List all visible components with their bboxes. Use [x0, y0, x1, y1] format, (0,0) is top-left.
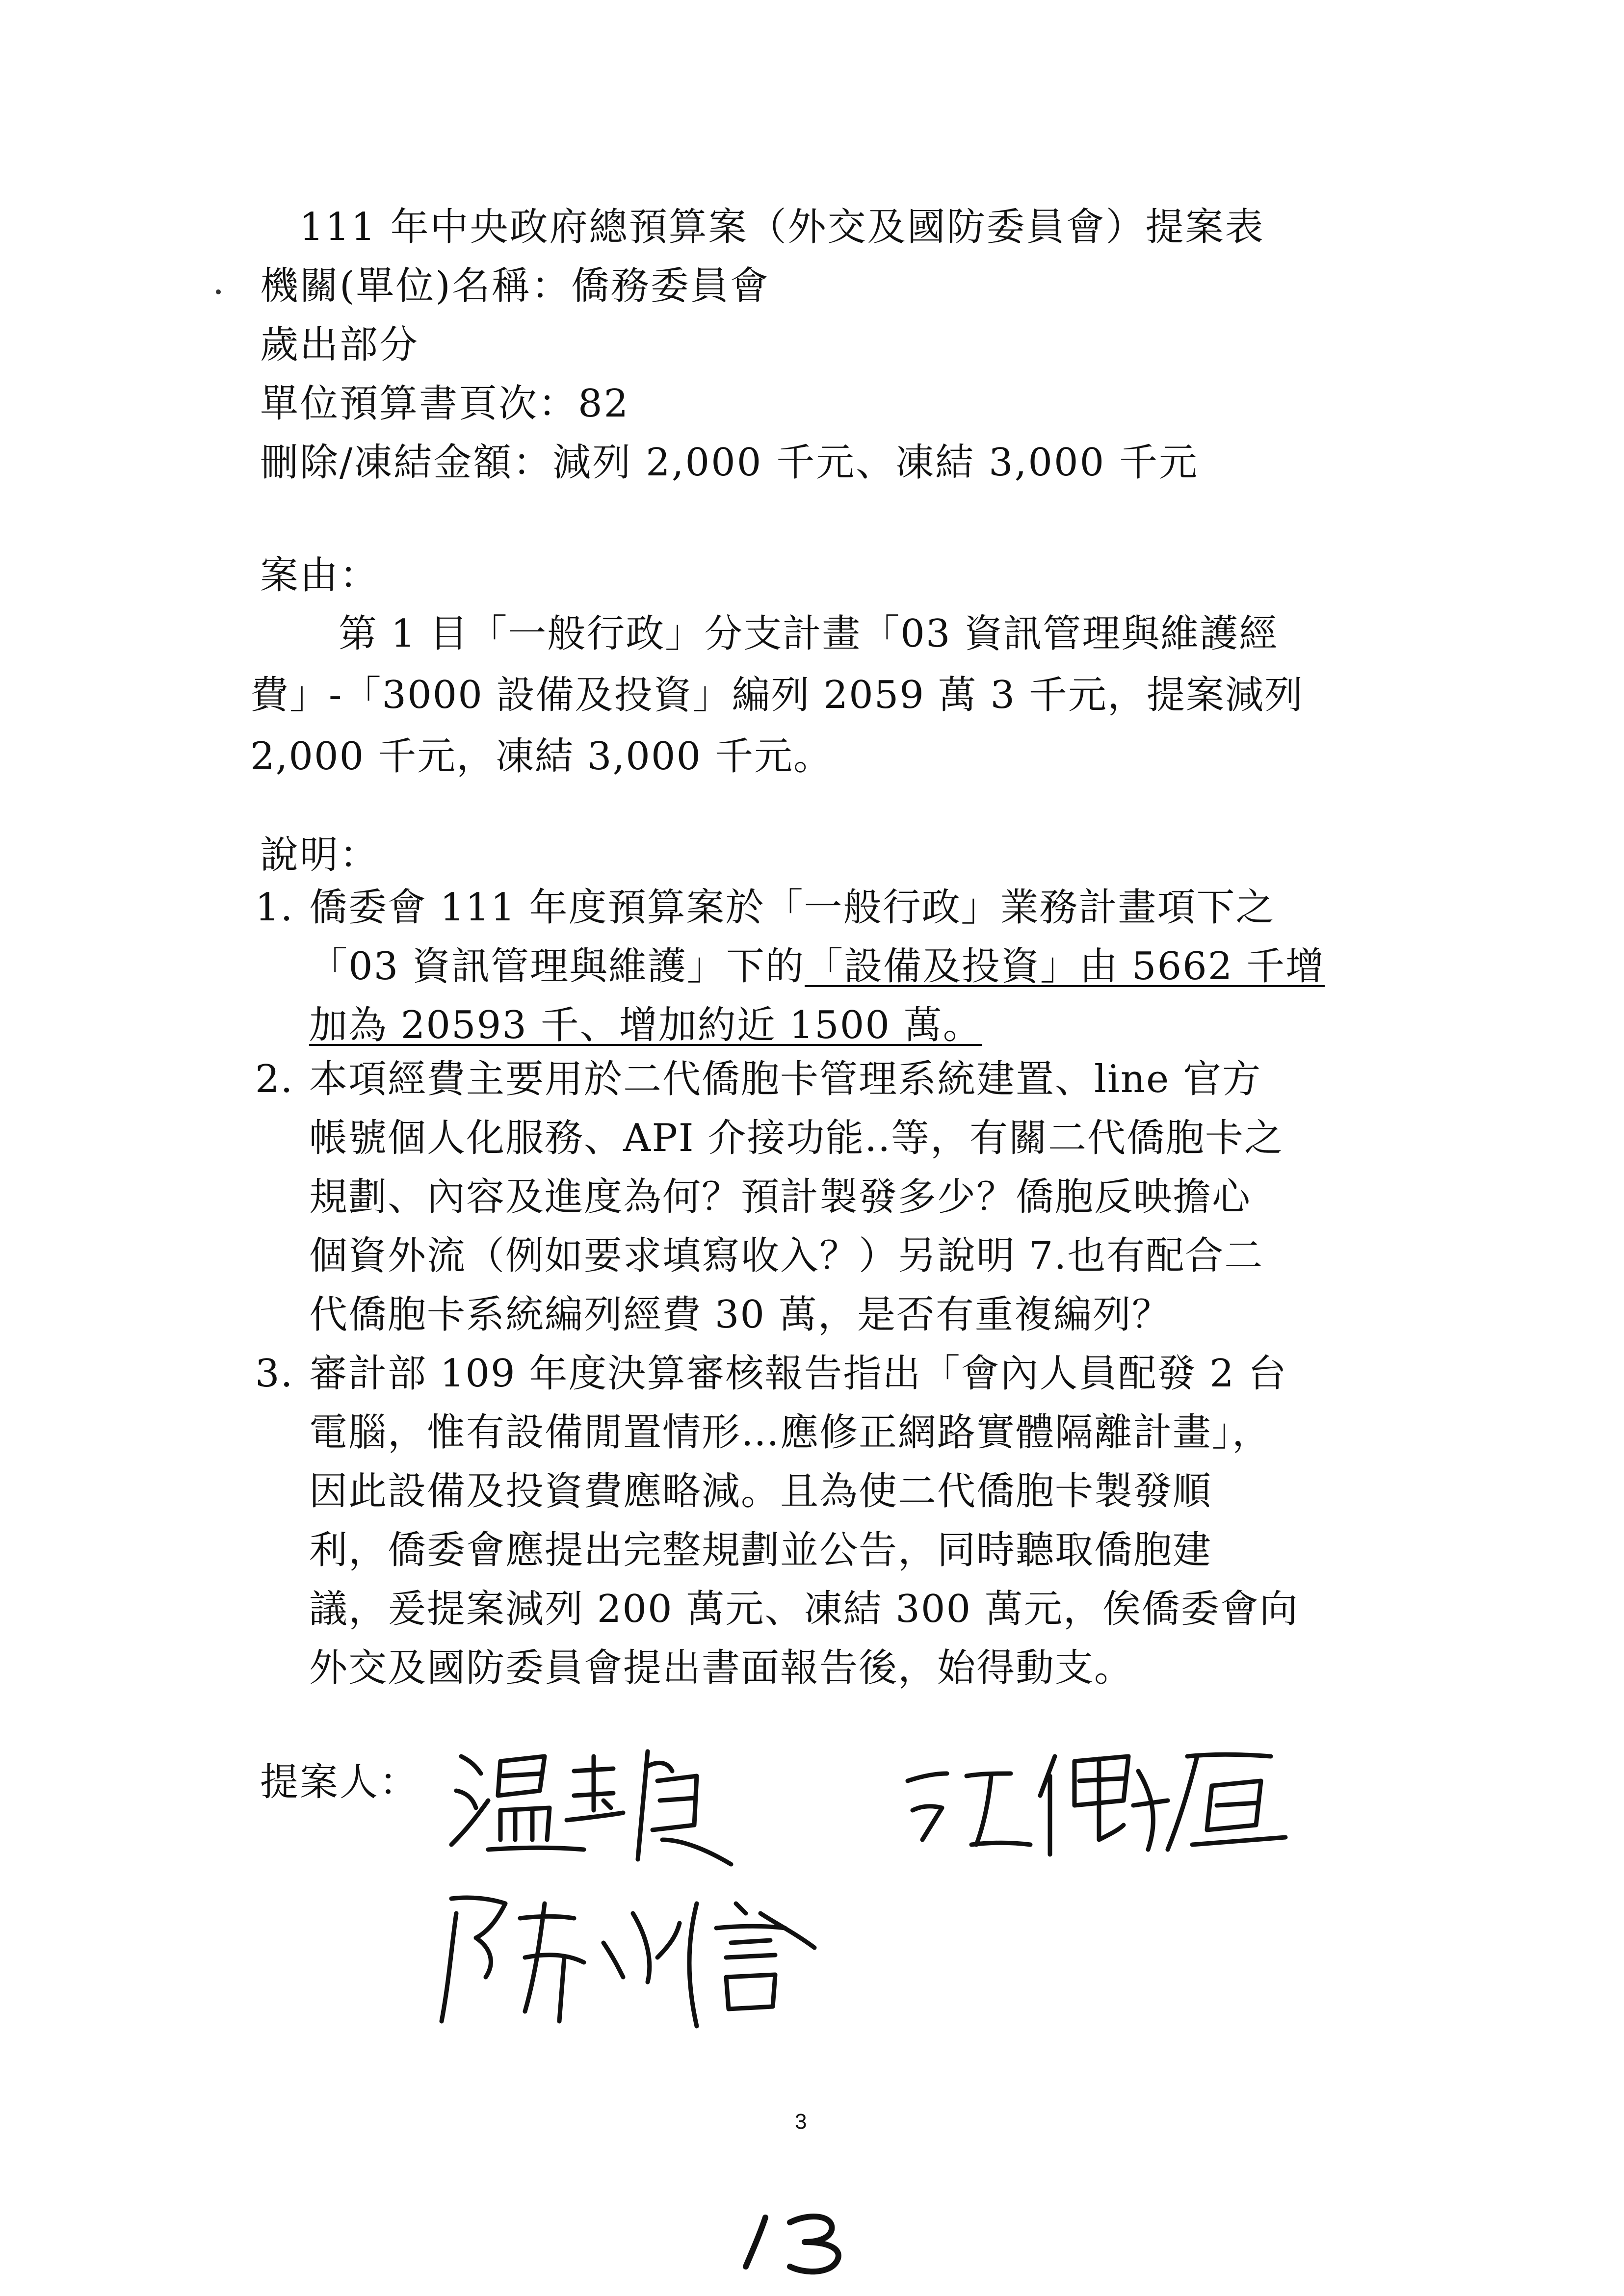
page-number: 3: [795, 2110, 807, 2134]
item-line: 外交及國防委員會提出書面報告後，始得動支。: [309, 1646, 1134, 1690]
explain-item: [255, 1050, 1433, 1344]
signature-3: [422, 1884, 844, 2031]
item-line: 帳號個人化服務、API 介接功能..等，有關二代僑胞卡之: [309, 1116, 1284, 1160]
underlined-text: 「設備及投資」由 5662 千增: [805, 944, 1325, 989]
item-number: 3.: [255, 1352, 294, 1396]
item-line-segment: 「03 資訊管理與維護」下的: [309, 944, 805, 989]
budget-page-line: 單位預算書頁次：82: [260, 382, 630, 426]
reason-paragraph: [250, 603, 1388, 787]
item-line: 規劃、內容及進度為何？預計製發多少？僑胞反映擔心: [309, 1175, 1252, 1219]
explain-item: [255, 878, 1433, 1055]
section-line: 歲出部分: [260, 323, 419, 367]
scan-speck: [216, 289, 221, 294]
item-number: 2.: [255, 1057, 294, 1101]
item-line: [309, 996, 1433, 1055]
item-line: 本項經費主要用於二代僑胞卡管理系統建置、line 官方: [309, 1057, 1262, 1101]
item-line: [309, 937, 1433, 996]
explain-item: [255, 1344, 1433, 1697]
proposal-title: 111 年中央政府總預算案（外交及國防委員會）提案表: [299, 205, 1265, 249]
item-number: 1.: [255, 886, 294, 930]
handwritten-page-number: [736, 2203, 864, 2276]
item-line: 個資外流（例如要求填寫收入？）另說明 7.也有配合二: [309, 1234, 1264, 1278]
reason-line: 費」-「3000 設備及投資」編列 2059 萬 3 千元，提案減列: [250, 673, 1304, 717]
item-line: 審計部 109 年度決算審核報告指出「會內人員配發 2 台: [309, 1352, 1287, 1396]
item-line: 因此設備及投資費應略減。且為使二代僑胞卡製發順: [309, 1469, 1212, 1513]
proposer-label: 提案人：: [260, 1760, 419, 1804]
item-line: 僑委會 111 年度預算案於「一般行政」業務計畫項下之: [309, 886, 1275, 930]
amount-line: 刪除/凍結金額：減列 2,000 千元、凍結 3,000 千元: [260, 441, 1199, 485]
explain-heading: 說明：: [260, 833, 380, 877]
agency-line: 機關(單位)名稱：僑務委員會: [260, 264, 770, 308]
item-line: 電腦，惟有設備閒置情形…應修正網路實體隔離計畫」，: [309, 1410, 1272, 1455]
underlined-text: 加為 20593 千、增加約近 1500 萬。: [309, 1003, 982, 1047]
item-line: 議，爰提案減列 200 萬元、凍結 300 萬元，俟僑委會向: [309, 1587, 1299, 1631]
item-line: 利，僑委會應提出完整規劃並公告，同時聽取僑胞建: [309, 1528, 1212, 1572]
reason-heading: 案由：: [260, 553, 380, 598]
reason-line: 第 1 目「一般行政」分支計畫「03 資訊管理與維護經: [339, 612, 1279, 656]
item-line: 代僑胞卡系統編列經費 30 萬，是否有重複編列？: [309, 1293, 1171, 1337]
signature-2: [893, 1727, 1295, 1874]
signature-1: [442, 1727, 746, 1874]
reason-line: 2,000 千元，凍結 3,000 千元。: [250, 734, 833, 779]
